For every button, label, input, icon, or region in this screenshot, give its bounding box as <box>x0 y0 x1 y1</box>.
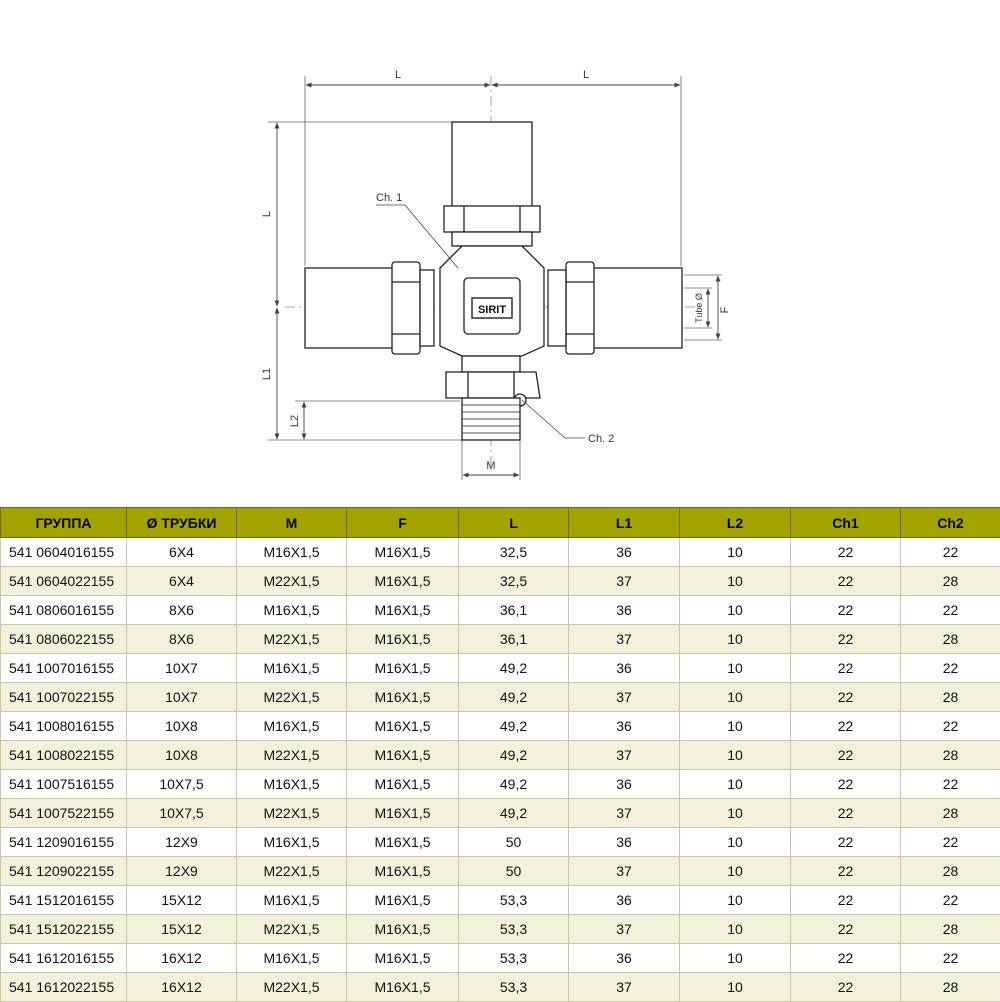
cell-ch1: 22 <box>791 712 901 741</box>
cell-f: M16X1,5 <box>347 915 459 944</box>
cell-l1: 36 <box>569 596 680 625</box>
dim-label-l1: L1 <box>261 368 273 380</box>
cell-l: 49,2 <box>459 741 569 770</box>
cell-l2: 10 <box>680 770 791 799</box>
cell-tube-diameter: 10X7,5 <box>127 799 237 828</box>
cell-l: 53,3 <box>459 886 569 915</box>
cell-l: 53,3 <box>459 915 569 944</box>
cell-ch1: 22 <box>791 944 901 973</box>
cell-ch2: 28 <box>901 857 1000 886</box>
cell-l2: 10 <box>680 538 791 567</box>
cell-m: M22X1,5 <box>237 741 347 770</box>
cell-ch2: 28 <box>901 683 1000 712</box>
cell-f: M16X1,5 <box>347 567 459 596</box>
cell-group: 541 1008022155 <box>1 741 127 770</box>
cell-ch1: 22 <box>791 741 901 770</box>
leader-label-ch2: Ch. 2 <box>588 433 614 445</box>
cell-m: M22X1,5 <box>237 915 347 944</box>
cell-f: M16X1,5 <box>347 538 459 567</box>
table-header-row <box>1 508 1000 538</box>
cell-l2: 10 <box>680 828 791 857</box>
cell-l: 50 <box>459 857 569 886</box>
cell-tube-diameter: 6X4 <box>127 538 237 567</box>
header-ch2: Ch2 <box>901 508 1000 538</box>
cell-m: M16X1,5 <box>237 770 347 799</box>
cell-l2: 10 <box>680 973 791 1002</box>
cell-tube-diameter: 8X6 <box>127 596 237 625</box>
cell-f: M16X1,5 <box>347 799 459 828</box>
cell-ch1: 22 <box>791 770 901 799</box>
cell-group: 541 0806016155 <box>1 596 127 625</box>
cell-l: 49,2 <box>459 799 569 828</box>
cell-l: 32,5 <box>459 567 569 596</box>
cell-group: 541 1612016155 <box>1 944 127 973</box>
dim-label-tube-d: Tube Ø <box>694 293 704 323</box>
cell-l: 53,3 <box>459 944 569 973</box>
cell-l1: 36 <box>569 944 680 973</box>
cell-ch2: 22 <box>901 770 1000 799</box>
table-row <box>1 944 1000 973</box>
cell-ch2: 22 <box>901 712 1000 741</box>
cell-ch1: 22 <box>791 857 901 886</box>
cell-m: M22X1,5 <box>237 973 347 1002</box>
cell-group: 541 1512016155 <box>1 886 127 915</box>
cell-l1: 36 <box>569 770 680 799</box>
cell-f: M16X1,5 <box>347 741 459 770</box>
cell-l: 49,2 <box>459 683 569 712</box>
cell-l: 49,2 <box>459 712 569 741</box>
table-row <box>1 770 1000 799</box>
cell-f: M16X1,5 <box>347 828 459 857</box>
cell-f: M16X1,5 <box>347 770 459 799</box>
cell-group: 541 1007016155 <box>1 654 127 683</box>
cell-l2: 10 <box>680 625 791 654</box>
cell-l1: 36 <box>569 538 680 567</box>
header-m: M <box>237 508 347 538</box>
cell-l2: 10 <box>680 944 791 973</box>
table-row <box>1 741 1000 770</box>
cell-ch2: 22 <box>901 944 1000 973</box>
cell-ch1: 22 <box>791 886 901 915</box>
cell-ch1: 22 <box>791 915 901 944</box>
cell-group: 541 0604022155 <box>1 567 127 596</box>
cell-m: M16X1,5 <box>237 886 347 915</box>
cell-f: M16X1,5 <box>347 944 459 973</box>
cell-group: 541 0806022155 <box>1 625 127 654</box>
cell-m: M22X1,5 <box>237 567 347 596</box>
cell-ch2: 22 <box>901 596 1000 625</box>
cell-l1: 37 <box>569 625 680 654</box>
cell-l: 53,3 <box>459 973 569 1002</box>
cell-f: M16X1,5 <box>347 886 459 915</box>
cell-m: M16X1,5 <box>237 654 347 683</box>
cell-tube-diameter: 12X9 <box>127 857 237 886</box>
cell-l2: 10 <box>680 915 791 944</box>
cell-ch2: 22 <box>901 654 1000 683</box>
cell-ch2: 28 <box>901 741 1000 770</box>
table-row <box>1 828 1000 857</box>
cell-tube-diameter: 6X4 <box>127 567 237 596</box>
header-ch1: Ch1 <box>791 508 901 538</box>
cell-l2: 10 <box>680 857 791 886</box>
cell-m: M22X1,5 <box>237 857 347 886</box>
cell-l: 50 <box>459 828 569 857</box>
cell-tube-diameter: 10X7 <box>127 654 237 683</box>
table-row <box>1 915 1000 944</box>
specs-table <box>0 507 1000 1002</box>
table-row <box>1 654 1000 683</box>
header-l2: L2 <box>680 508 791 538</box>
cell-group: 541 1512022155 <box>1 915 127 944</box>
cell-tube-diameter: 16X12 <box>127 973 237 1002</box>
cell-group: 541 0604016155 <box>1 538 127 567</box>
table-row <box>1 857 1000 886</box>
cell-l2: 10 <box>680 683 791 712</box>
header-f: F <box>347 508 459 538</box>
cell-m: M16X1,5 <box>237 944 347 973</box>
table-row <box>1 683 1000 712</box>
cell-l: 36,1 <box>459 596 569 625</box>
table-row <box>1 886 1000 915</box>
cell-ch2: 28 <box>901 625 1000 654</box>
cell-l1: 36 <box>569 712 680 741</box>
header-tube-diameter: Ø ТРУБКИ <box>127 508 237 538</box>
cell-f: M16X1,5 <box>347 625 459 654</box>
cell-ch1: 22 <box>791 973 901 1002</box>
cell-l2: 10 <box>680 654 791 683</box>
cell-tube-diameter: 10X7,5 <box>127 770 237 799</box>
cell-l2: 10 <box>680 886 791 915</box>
cell-l2: 10 <box>680 596 791 625</box>
cell-tube-diameter: 10X8 <box>127 741 237 770</box>
cell-ch1: 22 <box>791 654 901 683</box>
leader-label-ch1: Ch. 1 <box>376 192 402 204</box>
table-row <box>1 567 1000 596</box>
cell-tube-diameter: 16X12 <box>127 944 237 973</box>
cell-m: M16X1,5 <box>237 828 347 857</box>
cell-ch2: 22 <box>901 828 1000 857</box>
cell-m: M16X1,5 <box>237 596 347 625</box>
cell-l1: 37 <box>569 857 680 886</box>
cell-ch1: 22 <box>791 567 901 596</box>
dim-label-l-right: L <box>583 69 589 81</box>
cell-l1: 37 <box>569 973 680 1002</box>
header-l1: L1 <box>569 508 680 538</box>
cell-ch1: 22 <box>791 625 901 654</box>
cell-l1: 37 <box>569 567 680 596</box>
cell-tube-diameter: 12X9 <box>127 828 237 857</box>
header-l: L <box>459 508 569 538</box>
cell-f: M16X1,5 <box>347 712 459 741</box>
table-row <box>1 538 1000 567</box>
cell-l1: 37 <box>569 915 680 944</box>
cell-tube-diameter: 15X12 <box>127 886 237 915</box>
table-row <box>1 973 1000 1002</box>
header-group: ГРУППА <box>1 508 127 538</box>
cell-tube-diameter: 10X7 <box>127 683 237 712</box>
cell-m: M22X1,5 <box>237 625 347 654</box>
cell-l2: 10 <box>680 741 791 770</box>
cell-ch2: 28 <box>901 567 1000 596</box>
dim-label-l-vertical: L <box>261 211 273 217</box>
cell-ch1: 22 <box>791 596 901 625</box>
cell-group: 541 1007522155 <box>1 799 127 828</box>
cell-l: 36,1 <box>459 625 569 654</box>
cell-ch2: 28 <box>901 915 1000 944</box>
cell-ch1: 22 <box>791 538 901 567</box>
cell-l1: 37 <box>569 741 680 770</box>
fitting-body <box>305 122 682 440</box>
cell-l1: 37 <box>569 683 680 712</box>
dim-label-l2: L2 <box>289 415 301 427</box>
cell-ch2: 22 <box>901 538 1000 567</box>
cell-group: 541 1008016155 <box>1 712 127 741</box>
dim-label-m: M <box>486 460 495 472</box>
cell-group: 541 1209022155 <box>1 857 127 886</box>
cell-f: M16X1,5 <box>347 596 459 625</box>
table-row <box>1 625 1000 654</box>
cell-group: 541 1612022155 <box>1 973 127 1002</box>
cell-m: M16X1,5 <box>237 712 347 741</box>
cell-m: M22X1,5 <box>237 683 347 712</box>
cell-l: 49,2 <box>459 770 569 799</box>
cell-l: 49,2 <box>459 654 569 683</box>
table-row <box>1 712 1000 741</box>
cell-tube-diameter: 8X6 <box>127 625 237 654</box>
cell-l1: 36 <box>569 654 680 683</box>
cell-f: M16X1,5 <box>347 654 459 683</box>
cell-tube-diameter: 10X8 <box>127 712 237 741</box>
cell-l1: 36 <box>569 886 680 915</box>
cell-m: M16X1,5 <box>237 538 347 567</box>
table-row <box>1 596 1000 625</box>
cell-f: M16X1,5 <box>347 683 459 712</box>
cell-tube-diameter: 15X12 <box>127 915 237 944</box>
cell-l: 32,5 <box>459 538 569 567</box>
cell-l2: 10 <box>680 799 791 828</box>
cell-f: M16X1,5 <box>347 857 459 886</box>
cell-l1: 36 <box>569 828 680 857</box>
cell-group: 541 1209016155 <box>1 828 127 857</box>
cell-l2: 10 <box>680 567 791 596</box>
brand-text: SIRIT <box>478 304 506 316</box>
cell-ch2: 22 <box>901 886 1000 915</box>
cell-ch2: 28 <box>901 799 1000 828</box>
cell-ch1: 22 <box>791 828 901 857</box>
cell-l1: 37 <box>569 799 680 828</box>
cell-f: M16X1,5 <box>347 973 459 1002</box>
cell-m: M22X1,5 <box>237 799 347 828</box>
cell-ch2: 28 <box>901 973 1000 1002</box>
dim-label-l-left: L <box>395 69 401 81</box>
dim-label-f: F <box>719 306 731 313</box>
table-row <box>1 799 1000 828</box>
cell-ch1: 22 <box>791 799 901 828</box>
cell-group: 541 1007022155 <box>1 683 127 712</box>
cell-group: 541 1007516155 <box>1 770 127 799</box>
cell-ch1: 22 <box>791 683 901 712</box>
cell-l2: 10 <box>680 712 791 741</box>
